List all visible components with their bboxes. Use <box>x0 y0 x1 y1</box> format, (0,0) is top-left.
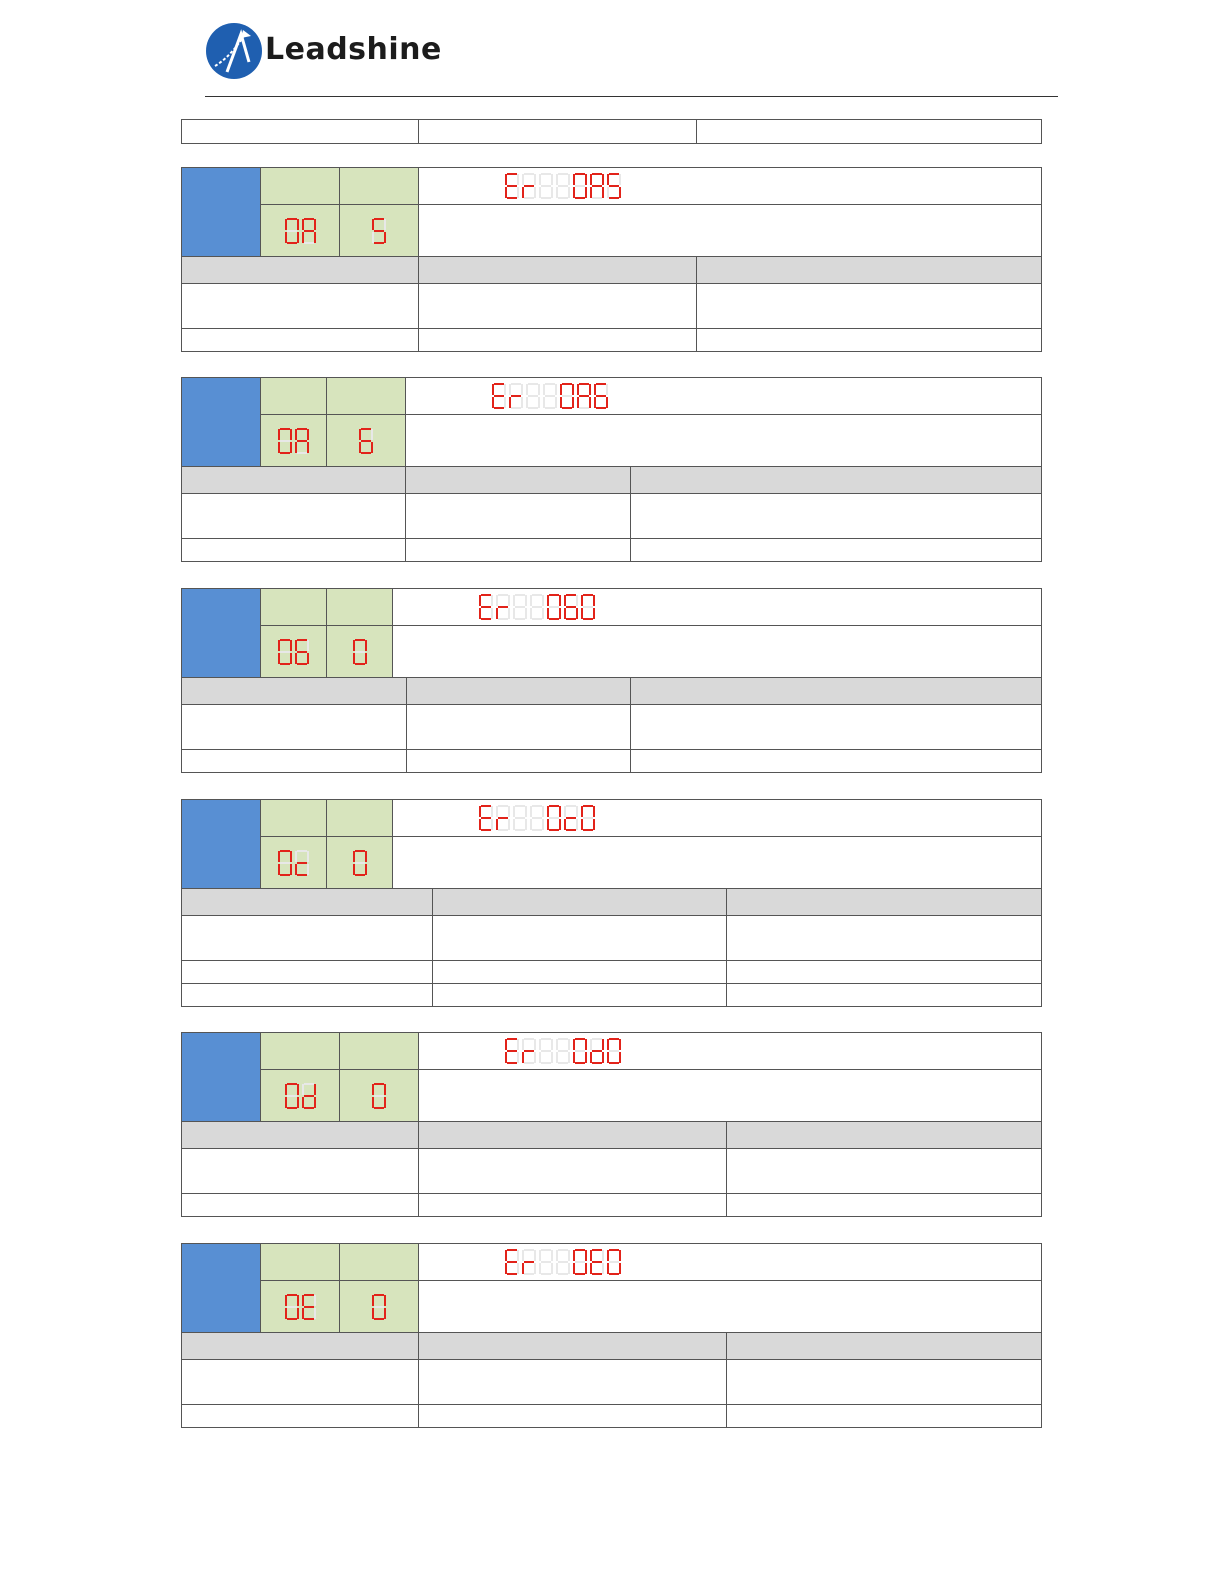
cause-header <box>182 1122 419 1149</box>
sub-code <box>353 850 367 876</box>
solution-header <box>631 678 1042 705</box>
solution-header <box>727 1333 1042 1360</box>
sub-code-header <box>340 168 419 205</box>
main-code-header <box>261 378 327 415</box>
seven-segment-digit <box>479 594 493 620</box>
alarm-description <box>393 837 1042 889</box>
seven-segment-digit <box>496 805 510 831</box>
display-code <box>479 805 595 831</box>
main-code-header <box>261 1033 340 1070</box>
seven-segment-digit <box>547 805 561 831</box>
sub-code <box>359 428 373 454</box>
cause-header <box>182 257 419 284</box>
seven-segment-digit <box>547 594 561 620</box>
main-code <box>278 639 309 665</box>
seven-segment-digit <box>573 1249 587 1275</box>
solution-header <box>727 1122 1042 1149</box>
seven-segment-digit <box>278 639 292 665</box>
main-code-header <box>261 168 340 205</box>
solution-header <box>727 889 1042 916</box>
main-code <box>278 850 309 876</box>
seven-segment-digit <box>556 1038 570 1064</box>
sub-code-cell <box>327 837 393 889</box>
alarm-description <box>393 626 1042 678</box>
page-header <box>205 20 1058 98</box>
seven-segment-digit <box>496 594 510 620</box>
seven-segment-digit <box>590 1249 604 1275</box>
main-code-cell <box>261 415 327 467</box>
seven-segment-digit <box>607 1038 621 1064</box>
main-code-header <box>261 800 327 837</box>
display-code <box>492 383 608 409</box>
seven-segment-digit <box>353 639 367 665</box>
seven-segment-digit <box>278 850 292 876</box>
check-header <box>433 889 727 916</box>
seven-segment-digit <box>607 1249 621 1275</box>
seven-segment-digit <box>543 383 557 409</box>
main-code-cell <box>261 1070 340 1122</box>
header-divider <box>205 96 1058 97</box>
cause-header <box>182 467 406 494</box>
sub-code-cell <box>327 415 406 467</box>
alarm-table-0c0 <box>181 799 1042 1007</box>
sub-code <box>372 218 386 244</box>
alarm-description <box>419 1281 1042 1333</box>
check-header <box>419 1333 727 1360</box>
seven-segment-digit <box>590 1038 604 1064</box>
display-code <box>505 1038 621 1064</box>
seven-segment-digit <box>505 1249 519 1275</box>
seven-segment-digit <box>539 1249 553 1275</box>
seven-segment-digit <box>539 1038 553 1064</box>
sub-code-cell <box>340 1281 419 1333</box>
main-code-cell <box>261 1281 340 1333</box>
alarm-table-0A6 <box>181 377 1042 562</box>
seven-segment-digit <box>607 173 621 199</box>
cause-header <box>182 678 407 705</box>
seven-segment-digit <box>353 850 367 876</box>
alarm-label-cell <box>182 168 261 257</box>
seven-segment-digit <box>594 383 608 409</box>
seven-segment-digit <box>564 805 578 831</box>
seven-segment-digit <box>573 1038 587 1064</box>
sub-code-cell <box>340 1070 419 1122</box>
seven-segment-digit <box>522 1249 536 1275</box>
sub-code-header <box>327 378 406 415</box>
seven-segment-digit <box>285 1294 299 1320</box>
seven-segment-digit <box>530 805 544 831</box>
seven-segment-digit <box>522 1038 536 1064</box>
solution-header <box>631 467 1042 494</box>
main-code-cell <box>261 837 327 889</box>
seven-segment-digit <box>505 173 519 199</box>
seven-segment-digit <box>513 594 527 620</box>
seven-segment-digit <box>509 383 523 409</box>
seven-segment-digit <box>285 1083 299 1109</box>
seven-segment-digit <box>302 1083 316 1109</box>
alarm-description <box>419 205 1042 257</box>
sub-code-header <box>327 589 393 626</box>
main-code-cell <box>261 626 327 678</box>
seven-segment-digit <box>522 173 536 199</box>
seven-segment-digit <box>564 594 578 620</box>
main-code-cell <box>261 205 340 257</box>
check-header <box>406 467 631 494</box>
seven-segment-digit <box>505 1038 519 1064</box>
seven-segment-digit <box>295 428 309 454</box>
display-code-cell <box>393 589 1042 626</box>
display-code-cell <box>419 1033 1042 1070</box>
seven-segment-digit <box>302 218 316 244</box>
main-code-header <box>261 589 327 626</box>
check-header <box>407 678 631 705</box>
sub-code-header <box>327 800 393 837</box>
seven-segment-digit <box>581 594 595 620</box>
solution-header <box>697 257 1042 284</box>
seven-segment-digit <box>581 805 595 831</box>
sub-code-header <box>340 1244 419 1281</box>
cause-header <box>182 1333 419 1360</box>
brand-name: Leadshine <box>265 32 442 67</box>
alarm-table-0d0 <box>181 1032 1042 1217</box>
check-header <box>419 257 697 284</box>
seven-segment-digit <box>372 1083 386 1109</box>
alarm-label-cell <box>182 589 261 678</box>
seven-segment-digit <box>560 383 574 409</box>
sub-code-header <box>340 1033 419 1070</box>
seven-segment-digit <box>590 173 604 199</box>
seven-segment-digit <box>295 850 309 876</box>
seven-segment-digit <box>526 383 540 409</box>
seven-segment-digit <box>539 173 553 199</box>
sub-code <box>353 639 367 665</box>
main-code <box>278 428 309 454</box>
alarm-label-cell <box>182 800 261 889</box>
seven-segment-digit <box>359 428 373 454</box>
seven-segment-digit <box>492 383 506 409</box>
check-header <box>419 1122 727 1149</box>
alarm-label-cell <box>182 378 261 467</box>
seven-segment-digit <box>556 1249 570 1275</box>
sub-code-cell <box>327 626 393 678</box>
seven-segment-digit <box>577 383 591 409</box>
seven-segment-digit <box>573 173 587 199</box>
continuation-table <box>181 119 1042 144</box>
sub-code-cell <box>340 205 419 257</box>
seven-segment-digit <box>372 1294 386 1320</box>
sub-code <box>372 1083 386 1109</box>
display-code-cell <box>406 378 1042 415</box>
seven-segment-digit <box>530 594 544 620</box>
seven-segment-digit <box>302 1294 316 1320</box>
display-code <box>505 173 621 199</box>
alarm-table-060 <box>181 588 1042 773</box>
seven-segment-digit <box>479 805 493 831</box>
seven-segment-digit <box>372 218 386 244</box>
seven-segment-digit <box>556 173 570 199</box>
alarm-table-0E0 <box>181 1243 1042 1428</box>
seven-segment-digit <box>285 218 299 244</box>
seven-segment-digit <box>295 639 309 665</box>
leadshine-logo-icon <box>205 22 263 80</box>
alarm-description <box>406 415 1042 467</box>
seven-segment-digit <box>513 805 527 831</box>
seven-segment-digit <box>278 428 292 454</box>
main-code <box>285 1294 316 1320</box>
cause-header <box>182 889 433 916</box>
alarm-description <box>419 1070 1042 1122</box>
alarm-table-0A5 <box>181 167 1042 352</box>
alarm-label-cell <box>182 1244 261 1333</box>
alarm-label-cell <box>182 1033 261 1122</box>
display-code-cell <box>419 1244 1042 1281</box>
main-code <box>285 218 316 244</box>
display-code-cell <box>393 800 1042 837</box>
sub-code <box>372 1294 386 1320</box>
display-code-cell <box>419 168 1042 205</box>
display-code <box>479 594 595 620</box>
main-code-header <box>261 1244 340 1281</box>
main-code <box>285 1083 316 1109</box>
display-code <box>505 1249 621 1275</box>
